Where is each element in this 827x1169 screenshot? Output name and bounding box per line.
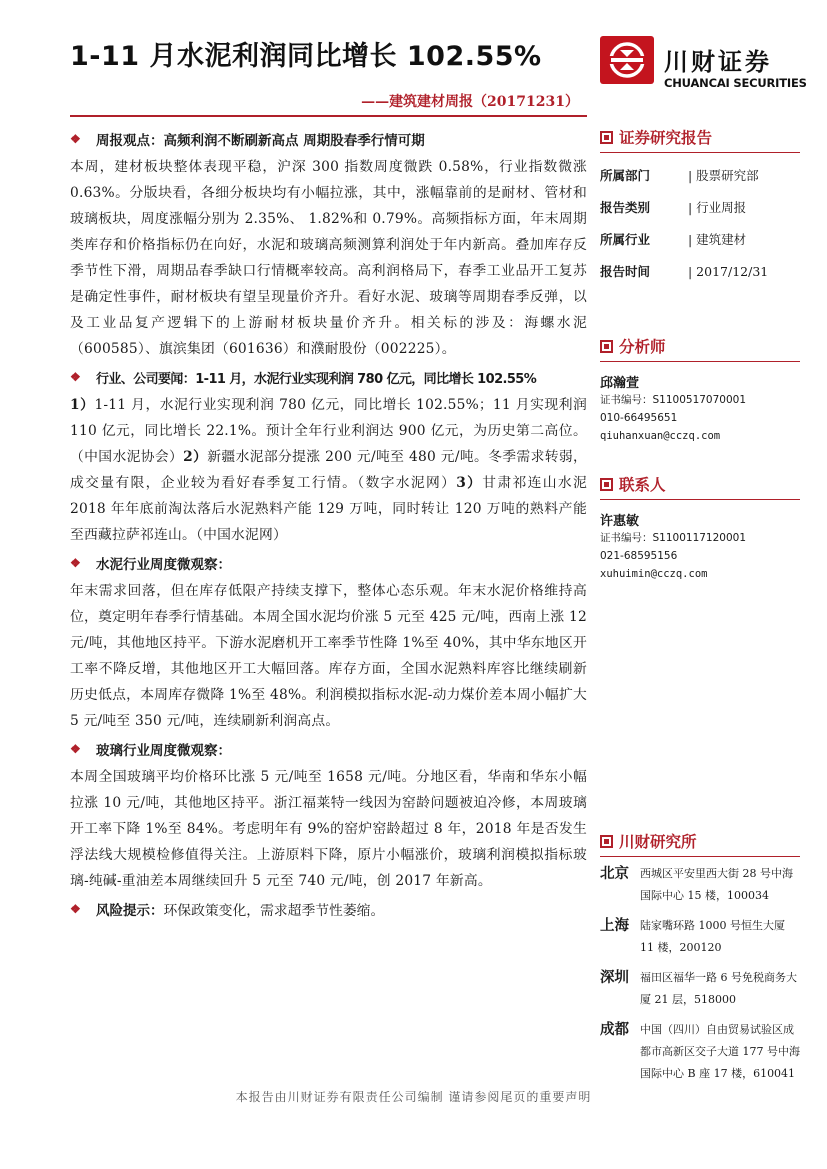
- news-item-text: 新疆水泥部分提涨 200 元/吨至 480 元/吨。冬季需求转弱，成交量有限，企业较为看好春季复工行情。（数字水泥网）: [70, 449, 588, 491]
- analyst-email[interactable]: qiuhanxuan@cczq.com: [600, 430, 721, 442]
- diamond-bullet-icon: ❖: [70, 902, 81, 916]
- glass-paragraph: 本周全国玻璃平均价格环比涨 5 元/吨至 1658 元/吨。分地区看，华南和华东小幅拉涨 10 元/吨，其他地区持平。浙江福莱特一线因为窑龄问题被迫冷修，本周玻璃开工率下降 1%至 84%。考虑明年有 9%的窑炉窑龄超过 8 年，2018 年是否发生浮法线大规模检修值得关注。上游原料下降，原片小幅涨价，玻璃利润模拟指标玻璃-纯碱-重油差本周继续回升 5 元至 740 元/吨，创 2017 年新高。: [70, 769, 587, 889]
- news-item-number: 3）: [456, 475, 483, 491]
- meta-key: 报告时间: [600, 264, 651, 279]
- meta-row: [600, 159, 800, 191]
- cement-paragraph: 年末需求回落，但在库存低限产持续支撑下，整体心态乐观。年末水泥价格维持高位，奠定明年春季行情基础。本周全国水泥均价涨 5 元至 425 元/吨，西南上涨 12 元/吨，其他地区持平。下游水泥磨机开工率季节性降 1%至 40%，其中华东地区开工率不降反增，其他地区开工大幅回落。库存方面，全国水泥熟料库容比继续刷新历史低点，本周库存微降 1%至 48%。利润模拟指标水泥-动力煤价差本周小幅扩大 5 元/吨至 350 元/吨，连续刷新利润高点。: [70, 583, 587, 729]
- sidebar-divider: [600, 152, 800, 153]
- contact-cert: 证书编号：S1100117120001: [600, 532, 747, 544]
- office-list: [600, 863, 800, 1085]
- sidebar-header-institute: 川财研究所: [600, 828, 800, 854]
- meta-value: | 建筑建材: [688, 232, 747, 247]
- logo-text-en: CHUANCAI SECURITIES: [664, 76, 807, 90]
- square-bullet-icon: [600, 131, 613, 144]
- office-city: 上海: [600, 918, 629, 934]
- news-item-number: 2）: [183, 449, 208, 465]
- meta-key: 所属部门: [600, 168, 651, 183]
- report-subtitle: ——建筑建材周报（20171231）: [361, 94, 579, 110]
- institute-block: [600, 828, 800, 1093]
- office-row: [600, 967, 800, 1011]
- sidebar-divider: [600, 361, 800, 362]
- diamond-bullet-icon: ❖: [70, 370, 81, 384]
- office-address: 西城区平安里西大街 28 号中海国际中心 15 楼，100034: [640, 867, 793, 902]
- contact-name: 许惠敏: [600, 514, 640, 529]
- meta-value: | 2017/12/31: [688, 263, 769, 279]
- news-item-text: 甘肃祁连山水泥 2018 年年底前淘汰落后水泥熟料产能 129 万吨，同时转让 120 万吨的熟料产能至西藏拉萨祁连山。（中国水泥网）: [70, 475, 587, 543]
- section-heading-text: 玻璃行业周度微观察：: [96, 743, 231, 759]
- viewpoint-paragraph: 本周，建材板块整体表现平稳，沪深 300 指数周度微跌 0.58%，行业指数微涨 0.63%。分版块看，各细分板块均有小幅拉涨，其中，涨幅靠前的是耐材、管材和玻璃板块，周度涨幅分别为 2.35%、 1.82%和 0.79%。高频指标方面，年末周期类库存和价格指标仍在向好，水泥和玻璃高频测算利润处于年内新高。叠加库存反季节性下滑，周期品春季缺口行情概率较高。高利润格局下，春季工业品开工复苏是确定性事件，耐材板块有望呈现量价齐升。看好水泥、玻璃等周期春季反弹，以及工业品复产逻辑下的上游耐材板块量价齐升。相关标的涉及：海螺水泥（600585）、旗滨集团（601636）和濮耐股份（002225）。: [70, 159, 587, 357]
- sidebar-divider: [600, 499, 800, 500]
- meta-key: 所属行业: [600, 232, 651, 247]
- diamond-bullet-icon: ❖: [70, 132, 81, 146]
- meta-value: | 行业周报: [688, 200, 747, 215]
- analyst-phone: 010-66495651: [600, 412, 678, 424]
- section-heading-text: 行业、公司要闻：1-11 月，水泥行业实现利润 780 亿元，同比增长 102.55%: [96, 371, 537, 387]
- contact-phone: 021-68595156: [600, 550, 678, 562]
- square-bullet-icon: [600, 340, 613, 353]
- sidebar: [600, 124, 800, 583]
- section-heading-glass: [70, 738, 587, 760]
- analyst-cert: 证书编号：S1100517070001: [600, 394, 747, 406]
- sidebar-header-report: 证券研究报告: [600, 124, 800, 150]
- report-title: 1-11 月水泥利润同比增长 102.55%: [70, 41, 542, 72]
- office-row: [600, 915, 800, 959]
- section-heading-cement: [70, 552, 587, 574]
- news-item-text: 1-11 月，水泥行业实现利润 780 亿元，同比增长 102.55%；11 月实现利润 110 亿元，同比增长 22.1%。预计全年行业利润达 900 亿元，为历史第二高位。（中国水泥协会）: [70, 397, 588, 465]
- footer-disclaimer: 本报告由川财证券有限责任公司编制 谨请参阅尾页的重要声明: [235, 1090, 592, 1104]
- analyst-name: 邱瀚萱: [600, 376, 640, 391]
- square-bullet-icon: [600, 835, 613, 848]
- logo-text-cn: 川财证券: [664, 48, 772, 76]
- meta-row: [600, 223, 800, 255]
- section-heading-news: [70, 366, 587, 388]
- header-divider: [70, 115, 587, 117]
- meta-row: [600, 255, 800, 287]
- office-city: 成都: [600, 1022, 629, 1038]
- news-item-number: 1）: [70, 397, 95, 413]
- office-city: 北京: [600, 866, 629, 882]
- diamond-bullet-icon: ❖: [70, 556, 81, 570]
- meta-row: [600, 191, 800, 223]
- diamond-bullet-icon: ❖: [70, 742, 81, 756]
- office-row: [600, 1019, 800, 1085]
- office-address: 福田区福华一路 6 号免税商务大厦 21 层，518000: [640, 971, 797, 1006]
- risk-label: 风险提示：: [96, 903, 164, 919]
- sidebar-header-contact: 联系人: [600, 471, 800, 497]
- sidebar-divider: [600, 856, 800, 857]
- section-heading-risk: [70, 898, 587, 920]
- news-paragraph: [70, 392, 587, 548]
- report-meta-list: [600, 159, 800, 287]
- office-city: 深圳: [600, 970, 629, 986]
- meta-key: 报告类别: [600, 200, 651, 215]
- section-heading-text: 水泥行业周度微观察：: [96, 557, 231, 573]
- risk-text: 环保政策变化，需求超季节性萎缩。: [163, 903, 385, 919]
- contact-email[interactable]: xuhuimin@cczq.com: [600, 568, 708, 580]
- office-row: [600, 863, 800, 907]
- sidebar-header-analyst: 分析师: [600, 333, 800, 359]
- meta-value: | 股票研究部: [688, 168, 759, 183]
- section-heading-text: 周报观点：高频利润不断刷新高点 周期股春季行情可期: [96, 133, 425, 149]
- office-address: 陆家嘴环路 1000 号恒生大厦 11 楼，200120: [640, 919, 785, 954]
- section-heading-viewpoint: [70, 128, 587, 150]
- logo-mark-icon: [600, 36, 654, 84]
- main-column: [70, 124, 587, 924]
- square-bullet-icon: [600, 478, 613, 491]
- office-address: 中国（四川）自由贸易试验区成都市高新区交子大道 177 号中海国际中心 B 座 17 楼，610041: [640, 1023, 800, 1080]
